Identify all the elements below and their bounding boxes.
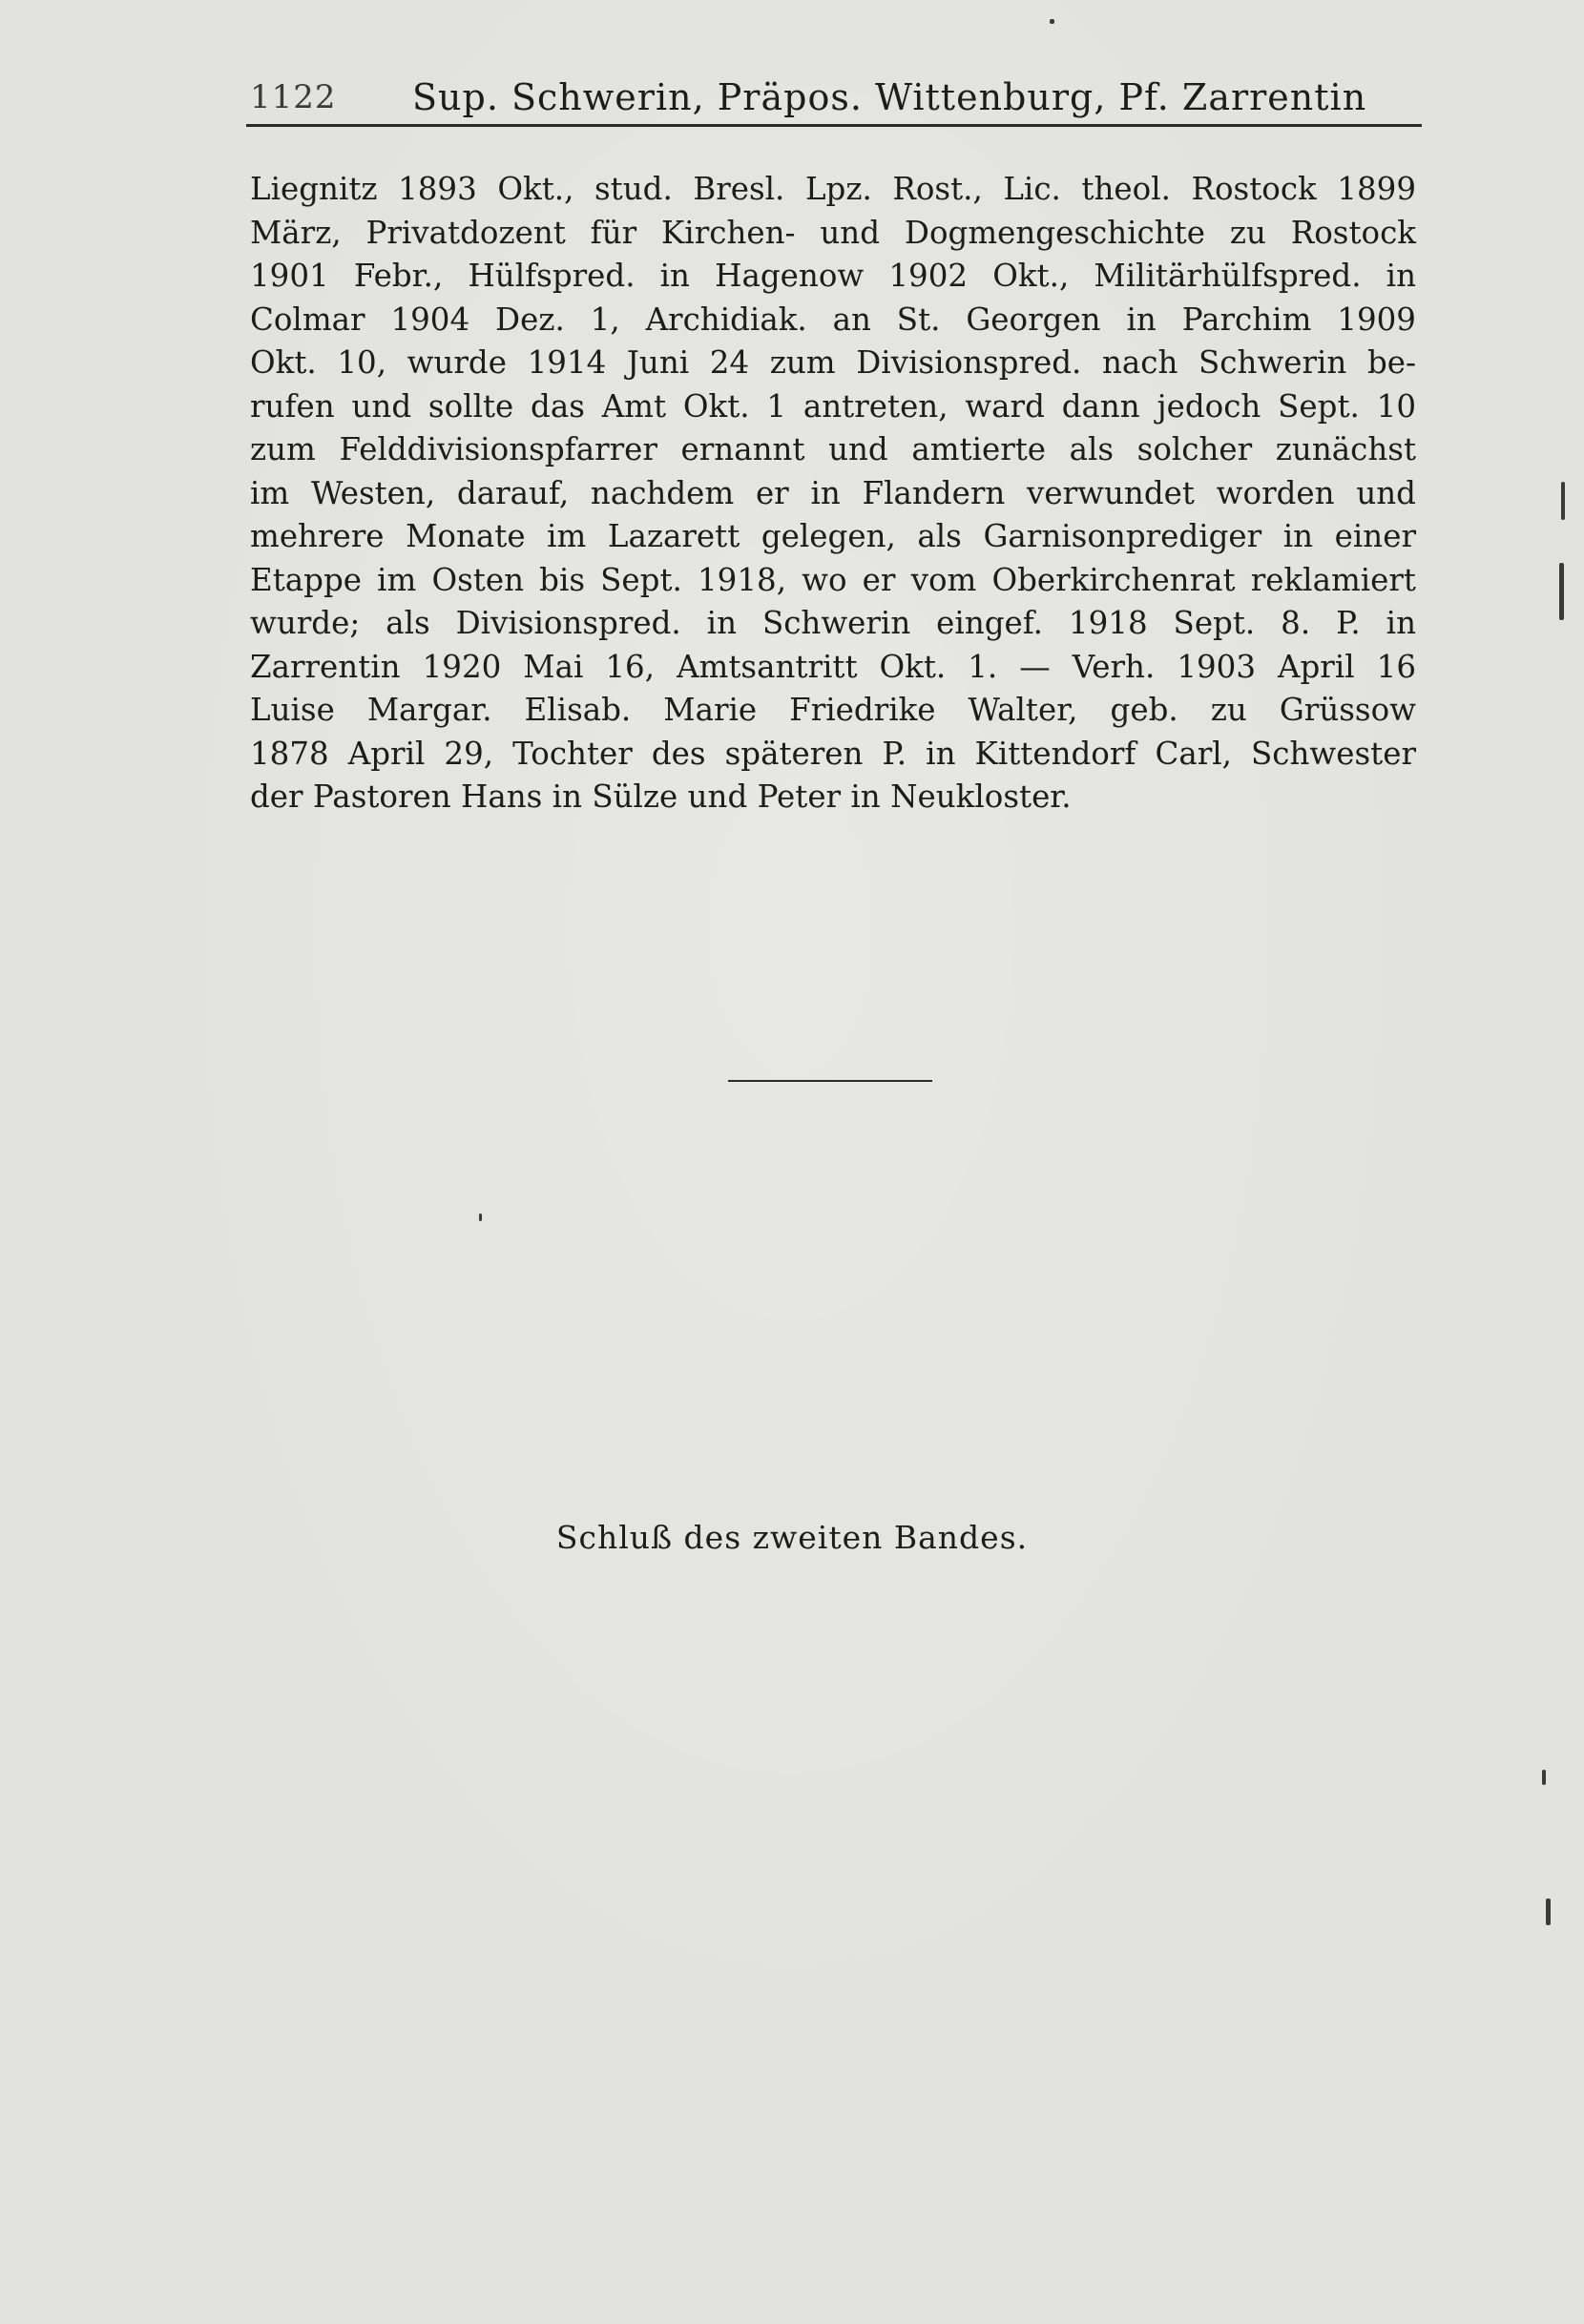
text-line: Okt. 10, wurde 1914 Juni 24 zum Divisionspred. nach Schwerin be- [250,344,1416,381]
page-number: 1122 [250,78,337,116]
text-line: Zarrentin 1920 Mai 16, Amtsantritt Okt. 1. — Verh. 1903 April 16 [250,648,1416,685]
body-text [250,168,1416,820]
text-line: rufen und sollte das Amt Okt. 1 antreten, ward dann jedoch Sept. 10 [250,387,1416,425]
page-header [250,74,1420,124]
text-line: Liegnitz 1893 Okt., stud. Bresl. Lpz. Rost., Lic. theol. Rostock 1899 [250,171,1416,207]
text-line: zum Felddivisionspfarrer ernannt und amtierte als solcher zunächst [250,431,1416,467]
text-line: 1878 April 29, Tochter des späteren P. in Kittendorf Carl, Schwester [250,735,1416,772]
text-line: Etappe im Osten bis Sept. 1918, wo er vom Oberkirchenrat reklamiert [250,561,1416,598]
section-divider [728,1080,932,1082]
scan-speck [1542,1770,1546,1785]
scan-speck [1546,1899,1551,1925]
text-line: im Westen, darauf, nachdem er in Flandern verwundet worden und [250,474,1416,511]
text-line: 1901 Febr., Hülfspred. in Hagenow 1902 Okt., Militärhülfspred. in [250,258,1416,294]
text-line: Colmar 1904 Dez. 1, Archidiak. an St. Georgen in Parchim 1909 [250,301,1416,338]
text-line: der Pastoren Hans in Sülze und Peter in Neukloster. [250,778,1072,815]
scan-speck [479,1214,482,1221]
text-line: März, Privatdozent für Kirchen- und Dogmengeschichte zu Rostock [250,214,1416,251]
text-line: mehrere Monate im Lazarett gelegen, als Garnisonprediger in einer [250,518,1416,554]
text-line: Luise Margar. Elisab. Marie Friedrike Walter, geb. zu Grüssow [250,692,1416,728]
text-line: wurde; als Divisionspred. in Schwerin eingef. 1918 Sept. 8. P. in [250,605,1416,641]
scan-speck [1559,563,1564,620]
scan-speck [1050,19,1054,24]
closing-line: Schluß des zweiten Bandes. [555,1519,1029,1556]
header-rule [246,124,1422,127]
running-head: Sup. Schwerin, Präpos. Wittenburg, Pf. Zarrentin [412,76,1367,118]
scan-speck [1561,482,1565,520]
